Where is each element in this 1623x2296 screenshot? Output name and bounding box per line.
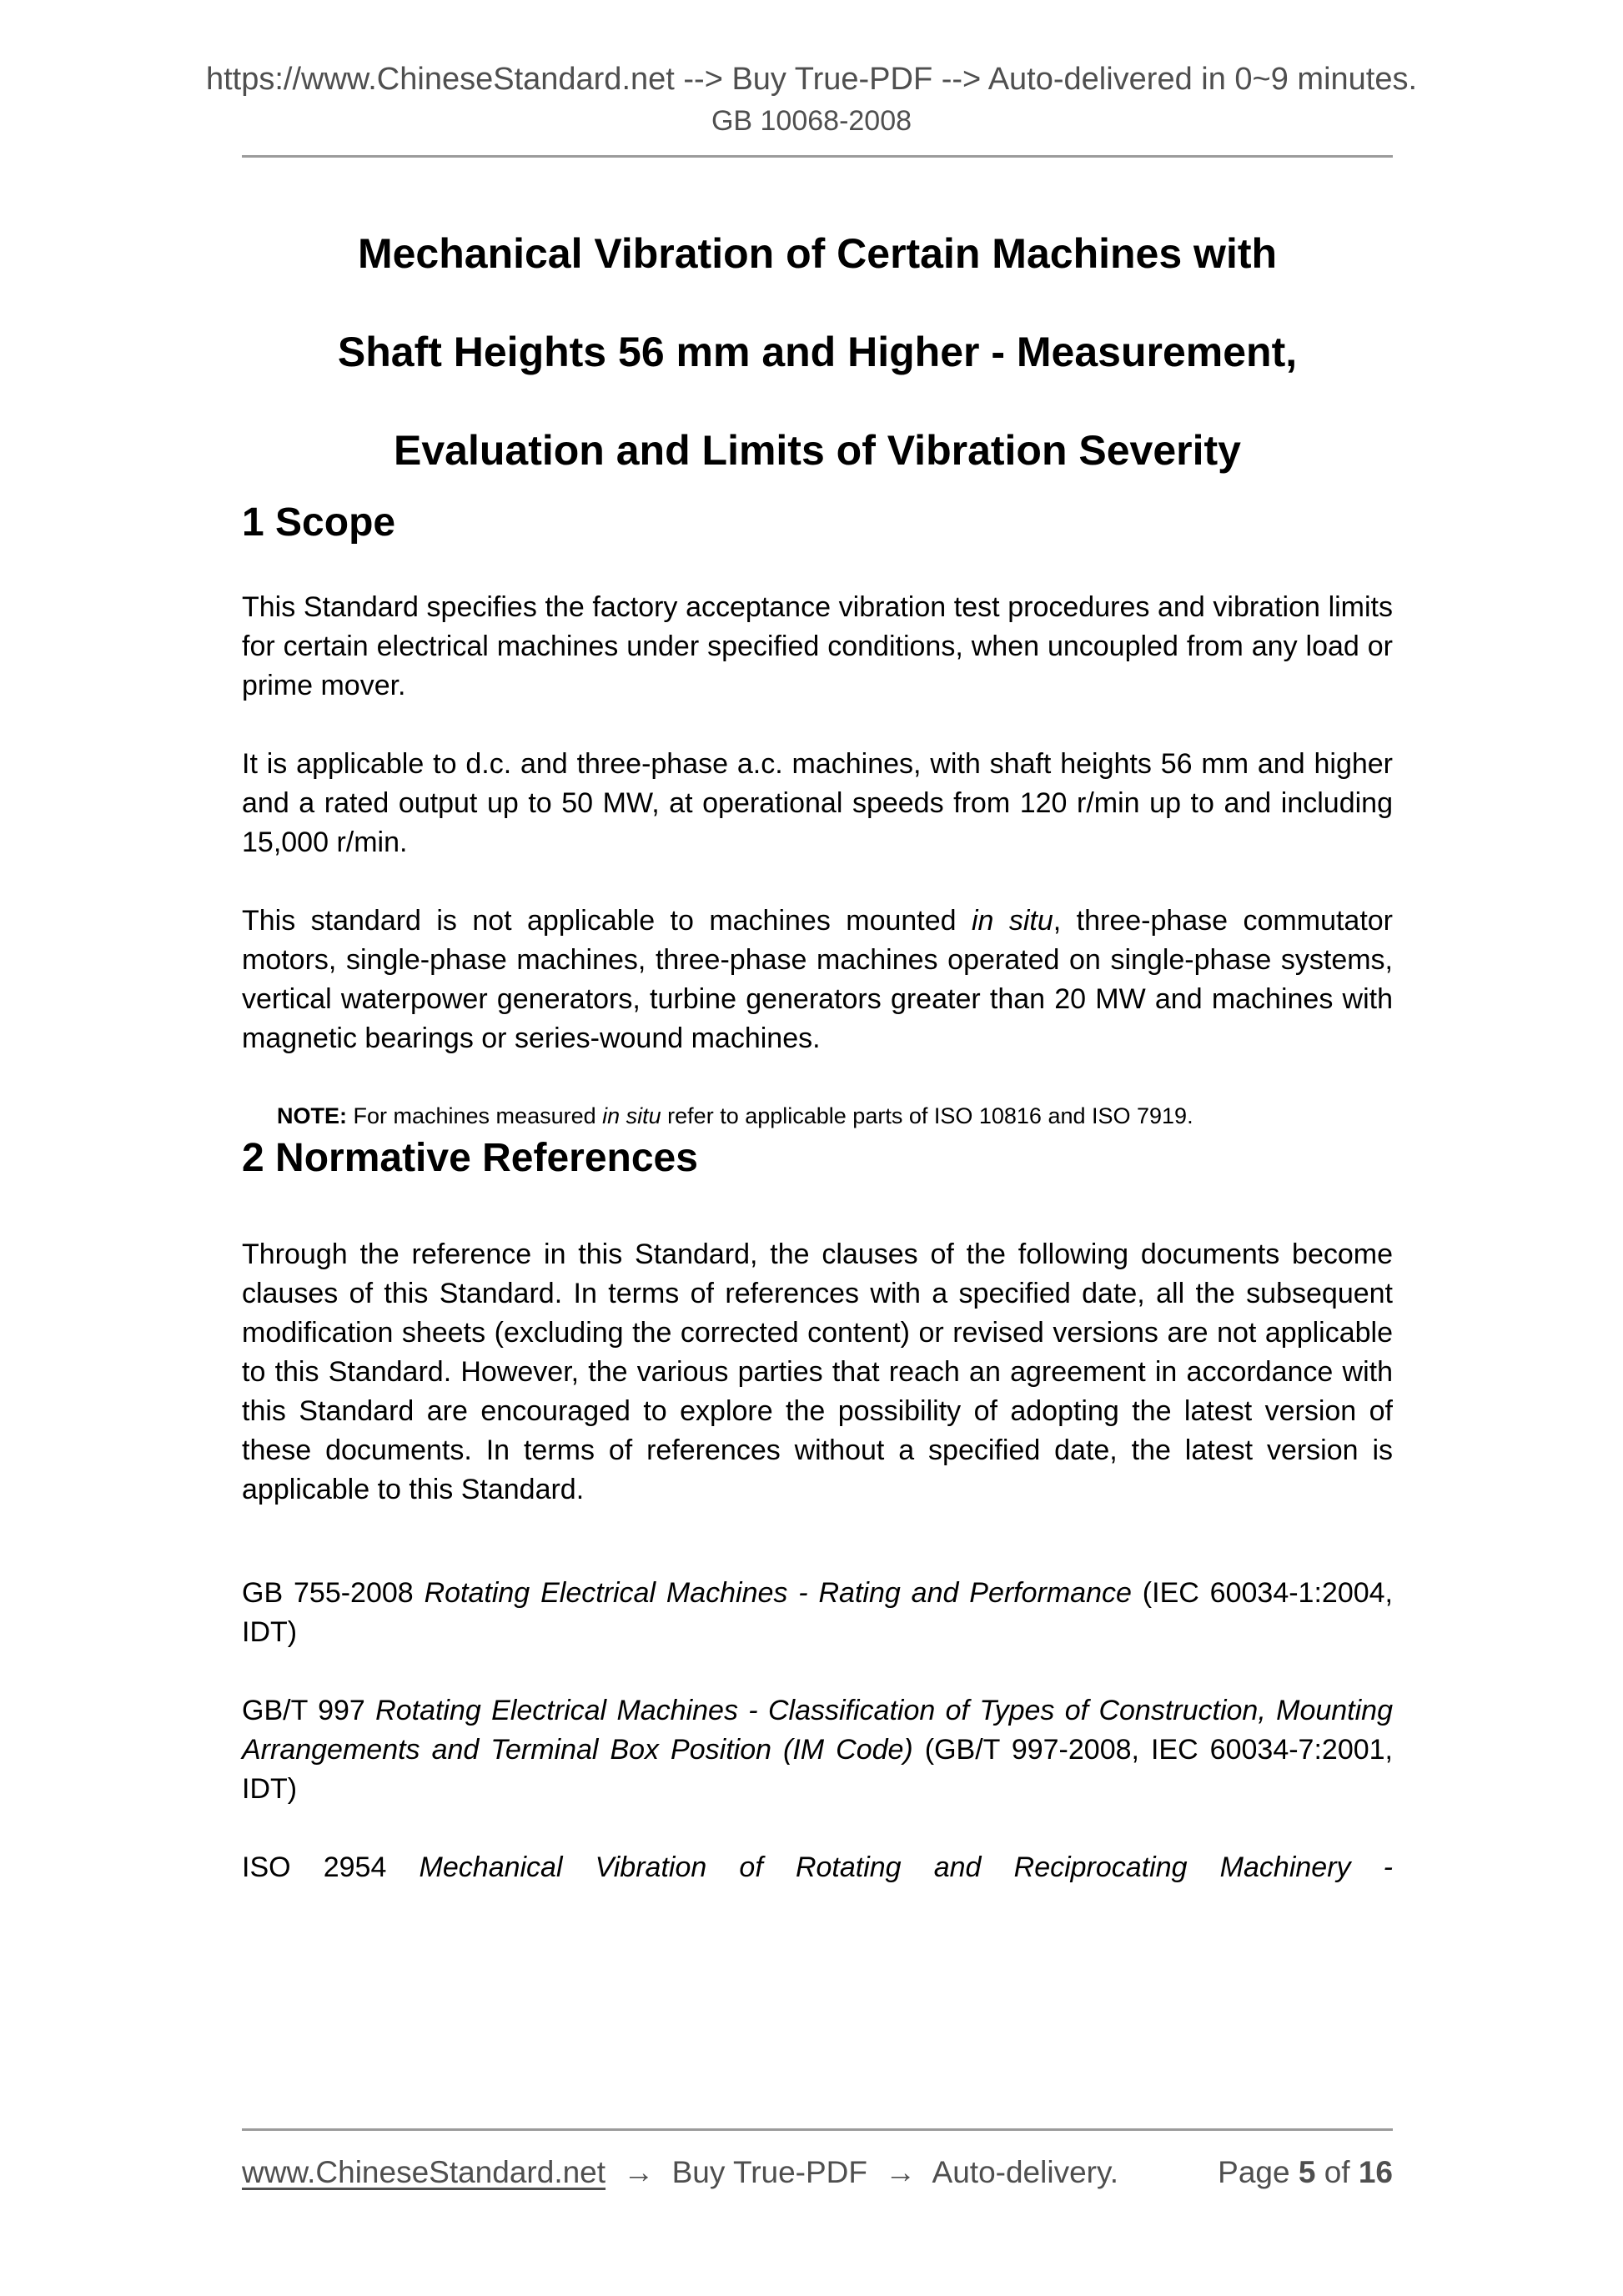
scope-note: NOTE: For machines measured in situ refer to applicable parts of ISO 10816 and ISO 7919. <box>277 1103 1193 1128</box>
header-doc-number: GB 10068-2008 <box>711 105 912 137</box>
page-header <box>0 0 1623 137</box>
page-footer <box>242 2128 1393 2191</box>
scope-paragraph-2: It is applicable to d.c. and three-phase a.c. machines, with shaft heights 56 mm and higher and a rated output up to 50 MW, at operational speeds from 120 r/min up to and including 15,000 r/min. <box>242 748 1393 858</box>
document-title-line-2: Shaft Heights 56 mm and Higher - Measurement, <box>337 329 1298 375</box>
section-heading-scope: 1 Scope <box>242 500 396 545</box>
footer-step-buy-pdf: Buy True-PDF <box>671 2155 868 2189</box>
reference-item-iso-2954: ISO 2954 Mechanical Vibration of Rotating and Reciprocating Machinery - <box>242 1851 1394 1883</box>
footer-arrow-icon: → <box>885 2155 917 2189</box>
footer-left <box>242 2154 1128 2191</box>
footer-website-link[interactable]: www.ChineseStandard.net <box>242 2155 606 2189</box>
footer-divider <box>242 2128 1393 2131</box>
reference-item-gbt-997: GB/T 997 Rotating Electrical Machines - Classification of Types of Construction, Mounting Arrangements and Terminal Box Position (IM Code) (GB/T 997-2008, IEC 60034-7:2001, IDT) <box>242 1695 1393 1805</box>
header-url-line: https://www.ChineseStandard.net --> Buy True-PDF --> Auto-delivered in 0~9 minutes. <box>205 62 1418 97</box>
page-indicator: Page 5 of 16 <box>1218 2155 1393 2189</box>
document-title-line-3: Evaluation and Limits of Vibration Severity <box>394 427 1241 474</box>
document-body <box>242 204 1393 1887</box>
footer-row <box>242 2154 1393 2191</box>
scope-paragraph-1: This Standard specifies the factory acceptance vibration test procedures and vibration limits for certain electrical machines under specified conditions, when uncoupled from any load or prime mover. <box>242 591 1393 701</box>
scope-paragraph-3: This standard is not applicable to machines mounted in situ, three-phase commutator motors, single-phase machines, three-phase machines operated on single-phase systems, vertical waterpower generators, turbine generators greater than 20 MW and machines with magnetic bearings or series-wound machines. <box>242 905 1394 1054</box>
footer-step-auto-delivery: Auto-delivery. <box>932 2155 1119 2189</box>
document-title <box>242 204 1393 500</box>
reference-item-gb-755: GB 755-2008 Rotating Electrical Machines - Rating and Performance (IEC 60034-1:2004, IDT) <box>242 1577 1393 1648</box>
footer-arrow-icon: → <box>623 2155 655 2189</box>
section-heading-normative-references: 2 Normative References <box>242 1136 698 1180</box>
header-divider <box>242 155 1393 158</box>
document-title-line-1: Mechanical Vibration of Certain Machines with <box>357 230 1278 277</box>
references-paragraph-intro: Through the reference in this Standard, the clauses of the following documents become clauses of this Standard. In terms of references with a specified date, all the subsequent modification sheets (excluding the corrected content) or revised versions are not applicable to this Standard. However, the various parties that reach an agreement in accordance with this Standard are encouraged to explore the possibility of adopting the latest version of these documents. In terms of references without a specified date, the latest version is applicable to this Standard. <box>242 1238 1393 1505</box>
